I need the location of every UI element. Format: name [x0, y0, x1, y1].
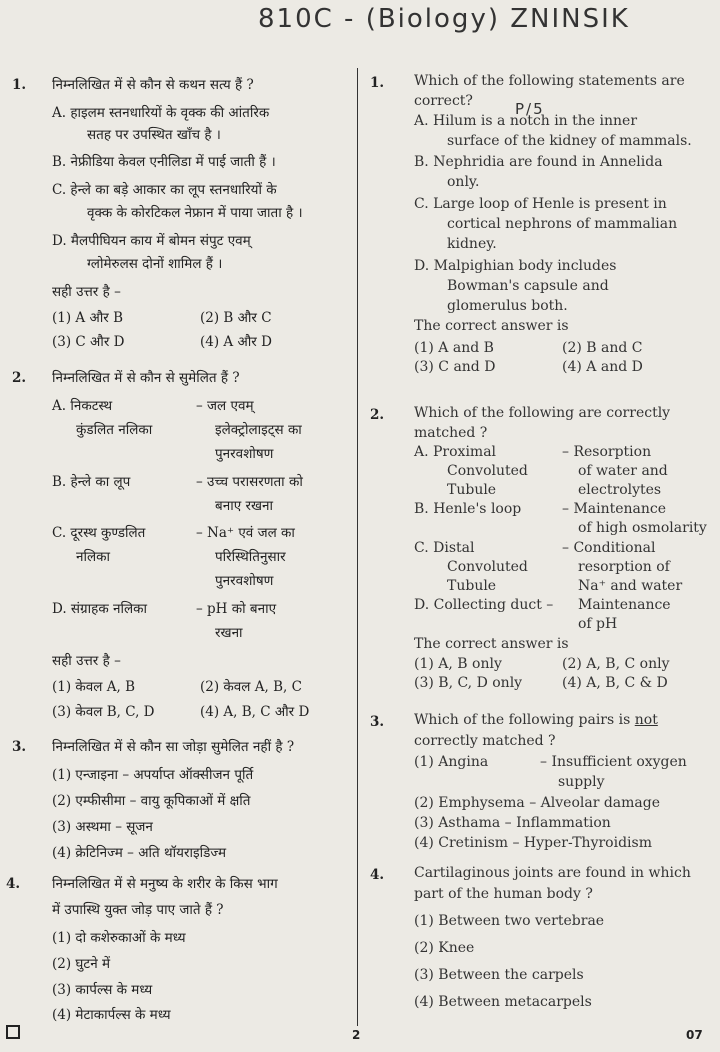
- option-2[interactable]: (2) B और C: [200, 310, 272, 326]
- option-4[interactable]: (4) क्रेटिनिज्म – अति थॉयराइडिज्म: [52, 845, 227, 861]
- match-c-left-cont2: Tubule: [447, 578, 497, 594]
- option-2[interactable]: (2) B and C: [562, 340, 643, 356]
- question-stem: Which of the following are correctly: [414, 405, 671, 421]
- match-c-right: – Na⁺ एवं जल का: [196, 525, 295, 541]
- question-number: 1.: [12, 77, 27, 93]
- match-c-right-cont: परिस्थितिनुसार: [215, 549, 286, 565]
- column-divider: [357, 68, 358, 1026]
- statement-d: D. Malpighian body includes: [414, 258, 617, 274]
- statement-b-cont: only.: [447, 174, 480, 190]
- match-d-right-cont: रखना: [215, 625, 243, 641]
- match-a-left: A. Proximal: [414, 444, 497, 460]
- page-number: 2: [352, 1028, 361, 1042]
- question-stem-cont: matched ?: [414, 425, 488, 441]
- question-stem: Which of the following pairs is not: [414, 712, 658, 728]
- match-a-right: – जल एवम्: [196, 398, 254, 414]
- match-d-right: Maintenance: [578, 597, 671, 613]
- match-d-right-cont: of pH: [578, 616, 618, 632]
- match-a-right-cont2: पुनरवशोषण: [215, 446, 274, 462]
- question-stem-cont: correct?: [414, 93, 473, 109]
- match-b-left: B. हेन्ले का लूप: [52, 474, 131, 490]
- match-a-right-cont: इलेक्ट्रोलाइट्स का: [215, 422, 302, 438]
- question-number: 4.: [370, 867, 385, 883]
- match-c-left: C. दूरस्थ कुण्डलित: [52, 525, 146, 541]
- match-c-right-cont2: पुनरवशोषण: [215, 573, 274, 589]
- option-4[interactable]: (4) Cretinism – Hyper-Thyroidism: [414, 835, 652, 851]
- question-number: 2.: [12, 370, 27, 386]
- option-1[interactable]: (1) A and B: [414, 340, 494, 356]
- question-stem: Which of the following statements are: [414, 73, 685, 89]
- statement-a-cont: surface of the kidney of mammals.: [447, 133, 692, 149]
- statement-c-cont: cortical nephrons of mammalian: [447, 216, 678, 232]
- margin-scribble: P/5: [515, 100, 545, 118]
- handwritten-header: 810C - (Biology) ZNINSIK: [258, 4, 630, 34]
- option-3[interactable]: (3) कार्पल्स के मध्य: [52, 982, 153, 998]
- option-2[interactable]: (2) घुटने में: [52, 956, 111, 972]
- option-2[interactable]: (2) Knee: [414, 940, 475, 956]
- option-3[interactable]: (3) C and D: [414, 359, 496, 375]
- question-stem: Cartilaginous joints are found in which: [414, 865, 691, 881]
- question-stem: निम्नलिखित में से कौन से सुमेलित हैं ?: [52, 370, 240, 386]
- match-a-left-cont2: Tubule: [447, 482, 497, 498]
- option-1[interactable]: (1) केवल A, B: [52, 679, 135, 695]
- question-stem: निम्नलिखित में से मनुष्य के शरीर के किस भाग: [52, 876, 278, 892]
- option-1[interactable]: (1) A और B: [52, 310, 123, 326]
- match-b-left: B. Henle's loop: [414, 501, 522, 517]
- statement-d: D. मैलपीघियन काय में बोमन संपुट एवम्: [52, 233, 251, 249]
- question-number: 3.: [12, 739, 27, 755]
- statement-a: A. हाइलम स्तनधारियों के वृक्क की आंतरिक: [52, 105, 270, 121]
- match-c-left-cont: Convoluted: [447, 559, 528, 575]
- match-a-right: – Resorption: [562, 444, 652, 460]
- option-1[interactable]: (1) Angina: [414, 754, 489, 770]
- option-1-match-cont: supply: [558, 774, 605, 790]
- statement-d-cont: Bowman's capsule and: [447, 278, 609, 294]
- match-a-right-cont2: electrolytes: [578, 482, 662, 498]
- option-2[interactable]: (2) केवल A, B, C: [200, 679, 302, 695]
- emphasis-not: not: [634, 712, 658, 728]
- question-number: 1.: [370, 75, 385, 91]
- question-number: 3.: [370, 714, 385, 730]
- statement-b: B. नेफ्रीडिया केवल एनीलिडा में पाई जाती हैं ।: [52, 154, 276, 170]
- answer-prompt: सही उत्तर है –: [52, 653, 121, 669]
- question-stem: निम्नलिखित में से कौन से कथन सत्य हैं ?: [52, 77, 254, 93]
- match-b-right: – Maintenance: [562, 501, 667, 517]
- paper-code: 07: [686, 1028, 703, 1042]
- question-number: 2.: [370, 407, 385, 423]
- option-1[interactable]: (1) A, B only: [414, 656, 502, 672]
- match-c-right-cont2: Na⁺ and water: [578, 578, 683, 594]
- match-b-right: – उच्च परासरणता को: [196, 474, 303, 490]
- option-4[interactable]: (4) A, B, C और D: [200, 704, 310, 720]
- answer-prompt: सही उत्तर है –: [52, 284, 121, 300]
- match-d-right: – pH को बनाए: [196, 601, 277, 617]
- match-c-right: – Conditional: [562, 540, 656, 556]
- option-3[interactable]: (3) B, C, D only: [414, 675, 523, 691]
- option-4[interactable]: (4) A और D: [200, 334, 272, 350]
- question-number: 4.: [6, 876, 21, 892]
- option-3[interactable]: (3) C और D: [52, 334, 125, 350]
- match-a-left-cont: कुंडलित नलिका: [76, 422, 153, 438]
- question-stem-cont: correctly matched ?: [414, 733, 556, 749]
- option-3[interactable]: (3) Asthama – Inflammation: [414, 815, 611, 831]
- question-stem: निम्नलिखित में से कौन सा जोड़ा सुमेलित नहीं है ?: [52, 739, 295, 755]
- answer-prompt: The correct answer is: [414, 318, 569, 334]
- match-d-left: D. Collecting duct –: [414, 597, 554, 613]
- statement-d-cont2: glomerulus both.: [447, 298, 568, 314]
- option-3[interactable]: (3) केवल B, C, D: [52, 704, 155, 720]
- statement-b: B. Nephridia are found in Annelida: [414, 154, 663, 170]
- question-stem-cont: में उपास्थि युक्त जोड़ पाए जाते हैं ?: [52, 902, 224, 918]
- corner-square-icon: [6, 1025, 20, 1039]
- statement-c-cont: वृक्क के कोरटिकल नेफ्रान में पाया जाता है ।: [87, 205, 303, 221]
- option-2[interactable]: (2) A, B, C only: [562, 656, 670, 672]
- option-4[interactable]: (4) Between metacarpels: [414, 994, 592, 1010]
- match-a-left: A. निकटस्थ: [52, 398, 113, 414]
- match-c-left-cont: नलिका: [76, 549, 111, 565]
- option-2[interactable]: (2) एम्फीसीमा – वायु कूपिकाओं में क्षति: [52, 793, 251, 809]
- option-3[interactable]: (3) अस्थमा – सूजन: [52, 819, 153, 835]
- statement-a: A. Hilum is a notch in the inner: [414, 113, 638, 129]
- match-b-right-cont: बनाए रखना: [215, 498, 274, 514]
- option-4[interactable]: (4) A, B, C & D: [562, 675, 668, 691]
- statement-d-cont: ग्लोमेरुलस दोनों शामिल हैं ।: [87, 256, 223, 272]
- option-1[interactable]: (1) एन्जाइना – अपर्याप्त ऑक्सीजन पूर्ति: [52, 767, 254, 783]
- option-4[interactable]: (4) A and D: [562, 359, 643, 375]
- option-4[interactable]: (4) मेटाकार्पल्स के मध्य: [52, 1007, 171, 1023]
- statement-c-cont2: kidney.: [447, 236, 497, 252]
- match-c-right-cont: resorption of: [578, 559, 670, 575]
- match-d-left: D. संग्राहक नलिका: [52, 601, 147, 617]
- option-2[interactable]: (2) Emphysema – Alveolar damage: [414, 795, 661, 811]
- option-1[interactable]: (1) Between two vertebrae: [414, 913, 605, 929]
- option-3[interactable]: (3) Between the carpels: [414, 967, 584, 983]
- statement-c: C. Large loop of Henle is present in: [414, 196, 667, 212]
- option-1[interactable]: (1) दो कशेरुकाओं के मध्य: [52, 930, 186, 946]
- match-b-right-cont: of high osmolarity: [578, 520, 707, 536]
- answer-prompt: The correct answer is: [414, 636, 569, 652]
- match-a-left-cont: Convoluted: [447, 463, 528, 479]
- statement-c: C. हेन्ले का बड़े आकार का लूप स्तनधारियों के: [52, 182, 277, 198]
- option-1-match: – Insufficient oxygen: [540, 754, 687, 770]
- question-stem-cont: part of the human body ?: [414, 886, 593, 902]
- match-c-left: C. Distal: [414, 540, 475, 556]
- statement-a-cont: सतह पर उपस्थित खाँच है ।: [87, 127, 221, 143]
- match-a-right-cont: of water and: [578, 463, 668, 479]
